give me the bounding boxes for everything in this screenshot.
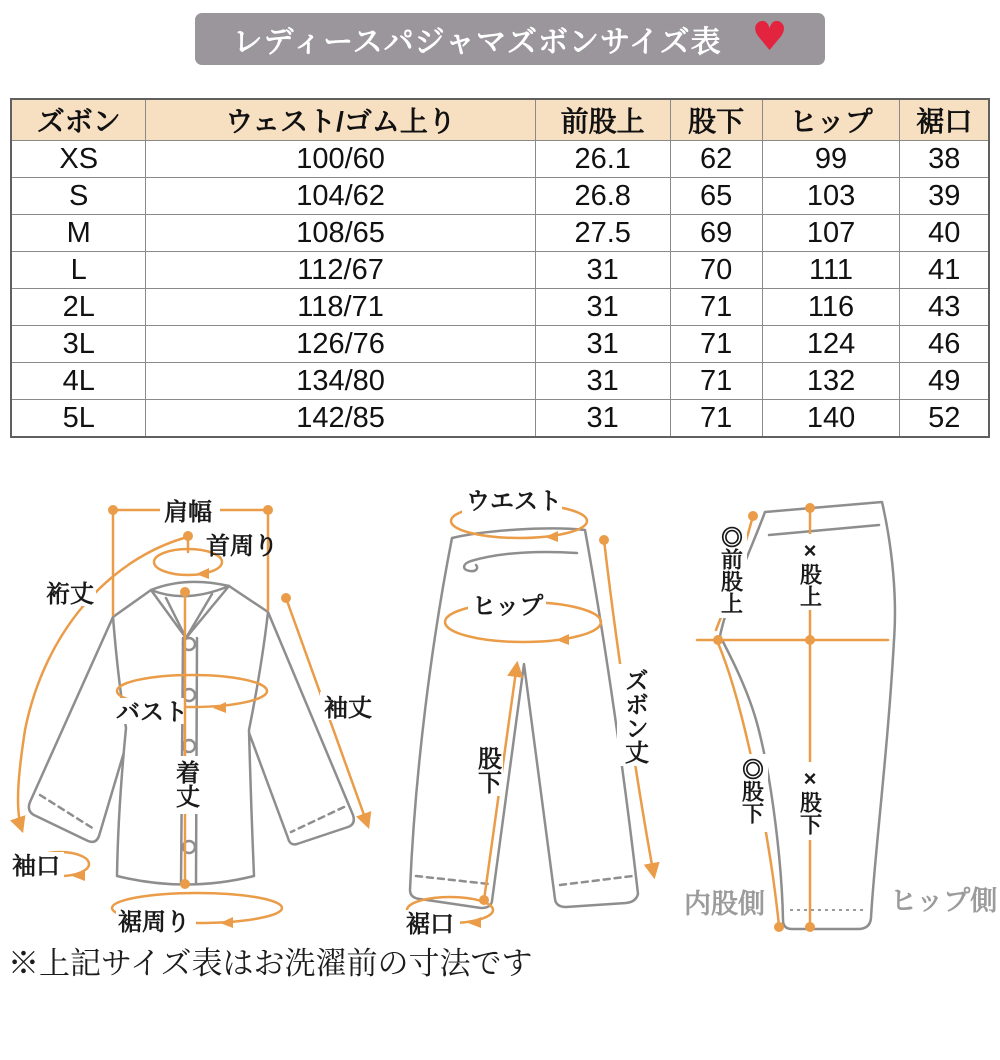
column-header: 裾口 bbox=[900, 99, 989, 141]
table-cell: 103 bbox=[762, 178, 900, 215]
table-cell: 31 bbox=[535, 326, 670, 363]
table-cell: 71 bbox=[670, 289, 762, 326]
column-header: ウェスト/ゴム上り bbox=[146, 99, 535, 141]
table-cell: 71 bbox=[670, 363, 762, 400]
footnote: ※上記サイズ表はお洗濯前の寸法です bbox=[8, 946, 533, 981]
table-cell: 39 bbox=[900, 178, 989, 215]
label-inseam-a: ◎股下 bbox=[739, 758, 765, 824]
table-row bbox=[11, 252, 989, 289]
label-bust: バスト bbox=[116, 699, 188, 726]
label-front-rise: ◎前股上 bbox=[718, 526, 744, 614]
table-cell: 104/62 bbox=[146, 178, 535, 215]
page-title: レディースパジャマズボンサイズ表 bbox=[232, 26, 722, 59]
heart-icon: ♥ bbox=[751, 14, 788, 60]
label-inseam-front: 股下 bbox=[473, 746, 501, 794]
table-row bbox=[11, 326, 989, 363]
table-row bbox=[11, 178, 989, 215]
label-cuff: 袖口 bbox=[12, 853, 60, 880]
table-cell: 3L bbox=[11, 326, 146, 363]
table-cell: 99 bbox=[762, 141, 900, 178]
table-cell: 5L bbox=[11, 400, 146, 438]
table-row bbox=[11, 215, 989, 252]
label-shoulder-width: 肩幅 bbox=[164, 499, 212, 526]
label-sleeve-total: 裄丈 bbox=[46, 581, 94, 608]
column-header: 前股上 bbox=[535, 99, 670, 141]
table-cell: 31 bbox=[535, 252, 670, 289]
table-cell: 107 bbox=[762, 215, 900, 252]
table-cell: 100/60 bbox=[146, 141, 535, 178]
table-cell: 4L bbox=[11, 363, 146, 400]
pajama-top-drawing bbox=[10, 494, 376, 936]
table-cell: 52 bbox=[900, 400, 989, 438]
table-cell: 111 bbox=[762, 252, 900, 289]
table-cell: M bbox=[11, 215, 146, 252]
label-inner-side: 内股側 bbox=[684, 889, 765, 919]
table-row bbox=[11, 363, 989, 400]
table-cell: XS bbox=[11, 141, 146, 178]
table-row bbox=[11, 289, 989, 326]
table-cell: 69 bbox=[670, 215, 762, 252]
table-cell: 40 bbox=[900, 215, 989, 252]
table-cell: 31 bbox=[535, 363, 670, 400]
table-cell: 38 bbox=[900, 141, 989, 178]
label-hip: ヒップ bbox=[472, 593, 544, 620]
table-cell: 108/65 bbox=[146, 215, 535, 252]
label-hem-round: 裾周り bbox=[118, 909, 190, 936]
size-table-body bbox=[11, 141, 989, 438]
table-cell: 142/85 bbox=[146, 400, 535, 438]
label-hip-side: ヒップ側 bbox=[890, 886, 998, 916]
table-cell: 71 bbox=[670, 326, 762, 363]
table-cell: 43 bbox=[900, 289, 989, 326]
table-cell: 65 bbox=[670, 178, 762, 215]
table-cell: 112/67 bbox=[146, 252, 535, 289]
table-cell: 26.1 bbox=[535, 141, 670, 178]
table-cell: 46 bbox=[900, 326, 989, 363]
table-cell: 140 bbox=[762, 400, 900, 438]
table-cell: 126/76 bbox=[146, 326, 535, 363]
table-cell: L bbox=[11, 252, 146, 289]
table-row bbox=[11, 141, 989, 178]
table-cell: 71 bbox=[670, 400, 762, 438]
table-cell: 27.5 bbox=[535, 215, 670, 252]
measurement-diagrams bbox=[0, 480, 1000, 970]
column-header: ヒップ bbox=[762, 99, 900, 141]
column-header: 股下 bbox=[670, 99, 762, 141]
table-cell: 70 bbox=[670, 252, 762, 289]
table-cell: 31 bbox=[535, 400, 670, 438]
pants-side-drawing bbox=[684, 502, 997, 932]
column-header: ズボン bbox=[11, 99, 146, 141]
table-cell: 41 bbox=[900, 252, 989, 289]
label-body-length: 着丈 bbox=[171, 760, 199, 808]
size-table-header-row bbox=[11, 99, 989, 141]
table-cell: 31 bbox=[535, 289, 670, 326]
label-inseam-b: ×股下 bbox=[797, 766, 823, 835]
size-table-header bbox=[11, 99, 989, 141]
table-row bbox=[11, 400, 989, 438]
label-pants-length: ズボン丈 bbox=[620, 668, 648, 764]
label-rise: ×股上 bbox=[797, 538, 823, 607]
pants-front-drawing bbox=[404, 486, 654, 938]
table-cell: 26.8 bbox=[535, 178, 670, 215]
table-cell: 62 bbox=[670, 141, 762, 178]
label-waist: ウエスト bbox=[466, 488, 562, 515]
table-cell: 118/71 bbox=[146, 289, 535, 326]
label-sleeve: 袖丈 bbox=[324, 695, 372, 722]
table-cell: 124 bbox=[762, 326, 900, 363]
table-cell: 2L bbox=[11, 289, 146, 326]
table-cell: 132 bbox=[762, 363, 900, 400]
table-cell: 134/80 bbox=[146, 363, 535, 400]
table-cell: 116 bbox=[762, 289, 900, 326]
table-cell: 49 bbox=[900, 363, 989, 400]
title-banner bbox=[195, 13, 825, 65]
size-table bbox=[10, 98, 990, 438]
label-neck: 首周り bbox=[206, 533, 278, 560]
table-cell: S bbox=[11, 178, 146, 215]
label-hem-opening: 裾口 bbox=[406, 911, 454, 938]
